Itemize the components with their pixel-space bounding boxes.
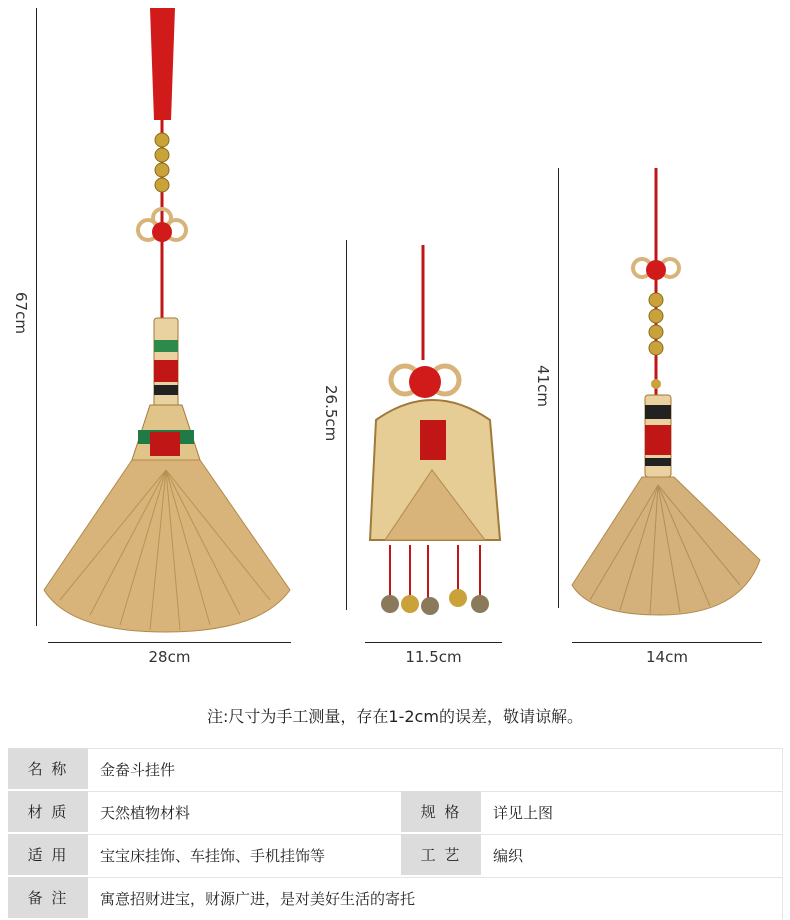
- small-height-line: [558, 168, 559, 608]
- large-width-label: 28cm: [148, 648, 191, 666]
- spec-name-key: 名 称: [8, 748, 88, 791]
- spec-size-value: 详见上图: [481, 791, 783, 834]
- chinese-knot-icon: [152, 222, 172, 242]
- large-broom-image: [44, 8, 290, 632]
- medium-height-line: [346, 240, 347, 610]
- spec-name-value: 金畚斗挂件: [88, 748, 783, 791]
- tassel-icon: [150, 8, 175, 120]
- large-width-line: [48, 642, 291, 643]
- spec-material-value: 天然植物材料: [88, 791, 401, 834]
- medium-height-label: 26.5cm: [322, 385, 340, 442]
- large-height-line: [36, 8, 37, 626]
- small-width-line: [572, 642, 762, 643]
- small-height-label: 41cm: [534, 365, 552, 407]
- large-height-label: 67cm: [12, 292, 30, 334]
- small-broom-image: [572, 168, 760, 615]
- spec-remark-key: 备 注: [8, 877, 88, 920]
- spec-craft-key: 工 艺: [401, 834, 481, 877]
- medium-dustpan-image: [370, 245, 500, 615]
- spec-use-key: 适 用: [8, 834, 88, 877]
- spec-material-key: 材 质: [8, 791, 88, 834]
- spec-craft-value: 编织: [481, 834, 783, 877]
- spec-table: [8, 748, 783, 920]
- spec-use-value: 宝宝床挂饰、车挂饰、手机挂饰等: [88, 834, 401, 877]
- small-width-label: 14cm: [646, 648, 688, 666]
- spec-row-material: [8, 791, 783, 834]
- spec-row-remark: [8, 877, 783, 920]
- medium-width-line: [365, 642, 502, 643]
- spec-remark-value: 寓意招财进宝，财源广进，是对美好生活的寄托: [88, 877, 783, 920]
- medium-width-label: 11.5cm: [405, 648, 462, 666]
- spec-size-key: 规 格: [401, 791, 481, 834]
- measurement-note: 注:尺寸为手工测量，存在1-2cm的误差，敬请谅解。: [207, 707, 583, 726]
- spec-row-name: [8, 748, 783, 791]
- spec-row-use: [8, 834, 783, 877]
